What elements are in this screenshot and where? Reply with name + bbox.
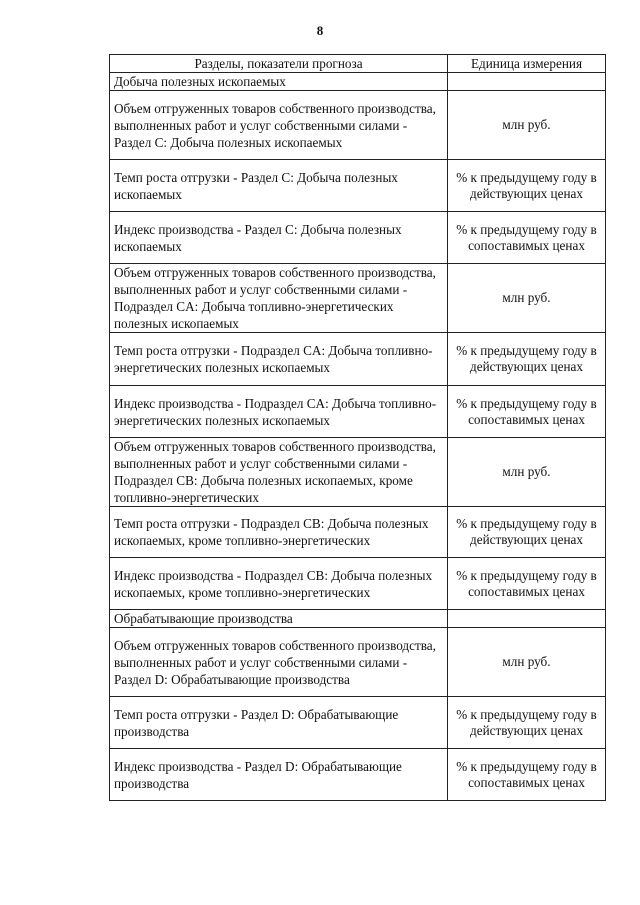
unit-cell: % к предыдущему году в сопоставимых ценах xyxy=(448,558,606,610)
column-header-unit: Единица измерения xyxy=(448,55,606,73)
table-row xyxy=(110,507,606,558)
unit-cell: млн руб. xyxy=(448,91,606,160)
column-header-indicators: Разделы, показатели прогноза xyxy=(110,55,448,73)
unit-cell: % к предыдущему году в сопоставимых ценах xyxy=(448,212,606,264)
table-row xyxy=(110,628,606,697)
unit-cell: % к предыдущему году в действующих ценах xyxy=(448,507,606,558)
unit-cell xyxy=(448,610,606,628)
indicator-cell: Темп роста отгрузки - Раздел C: Добыча полезных ископаемых xyxy=(110,160,448,212)
indicator-cell: Объем отгруженных товаров собственного производства, выполненных работ и услуг собственными силами - Раздел D: Обрабатывающие производства xyxy=(110,628,448,697)
indicator-cell: Объем отгруженных товаров собственного производства, выполненных работ и услуг собственными силами - Подраздел CB: Добыча полезных ископаемых, кроме топливно-энергетических xyxy=(110,438,448,507)
unit-cell xyxy=(448,73,606,91)
table-row xyxy=(110,749,606,801)
unit-cell: % к предыдущему году в действующих ценах xyxy=(448,160,606,212)
section-row xyxy=(110,73,606,91)
table-row xyxy=(110,160,606,212)
table-row xyxy=(110,212,606,264)
table-row xyxy=(110,264,606,333)
unit-cell: % к предыдущему году в действующих ценах xyxy=(448,333,606,386)
unit-cell: % к предыдущему году в сопоставимых ценах xyxy=(448,749,606,801)
table-header-row xyxy=(110,55,606,73)
indicator-cell: Темп роста отгрузки - Подраздел CB: Добыча полезных ископаемых, кроме топливно-энергетических xyxy=(110,507,448,558)
table-row xyxy=(110,386,606,438)
page-number: 8 xyxy=(316,23,324,38)
section-title: Обрабатывающие производства xyxy=(110,610,448,628)
unit-cell: % к предыдущему году в сопоставимых ценах xyxy=(448,386,606,438)
section-title: Добыча полезных ископаемых xyxy=(110,73,448,91)
indicator-cell: Темп роста отгрузки - Раздел D: Обрабатывающие производства xyxy=(110,697,448,749)
unit-cell: % к предыдущему году в действующих ценах xyxy=(448,697,606,749)
indicator-cell: Индекс производства - Раздел D: Обрабатывающие производства xyxy=(110,749,448,801)
table-row xyxy=(110,91,606,160)
unit-cell: млн руб. xyxy=(448,438,606,507)
forecast-indicators-table xyxy=(109,54,606,801)
unit-cell: млн руб. xyxy=(448,628,606,697)
indicator-cell: Индекс производства - Подраздел CA: Добыча топливно-энергетических полезных ископаемых xyxy=(110,386,448,438)
table-row xyxy=(110,697,606,749)
table-row xyxy=(110,438,606,507)
section-row xyxy=(110,610,606,628)
unit-cell: млн руб. xyxy=(448,264,606,333)
indicator-cell: Объем отгруженных товаров собственного производства, выполненных работ и услуг собственными силами - Раздел C: Добыча полезных ископаемых xyxy=(110,91,448,160)
indicator-cell: Темп роста отгрузки - Подраздел CA: Добыча топливно-энергетических полезных ископаемых xyxy=(110,333,448,386)
table-row xyxy=(110,558,606,610)
indicator-cell: Объем отгруженных товаров собственного производства, выполненных работ и услуг собственными силами - Подраздел CA: Добыча топливно-энергетических полезных ископаемых xyxy=(110,264,448,333)
indicator-cell: Индекс производства - Подраздел CB: Добыча полезных ископаемых, кроме топливно-энергетических xyxy=(110,558,448,610)
table-row xyxy=(110,333,606,386)
indicator-cell: Индекс производства - Раздел C: Добыча полезных ископаемых xyxy=(110,212,448,264)
